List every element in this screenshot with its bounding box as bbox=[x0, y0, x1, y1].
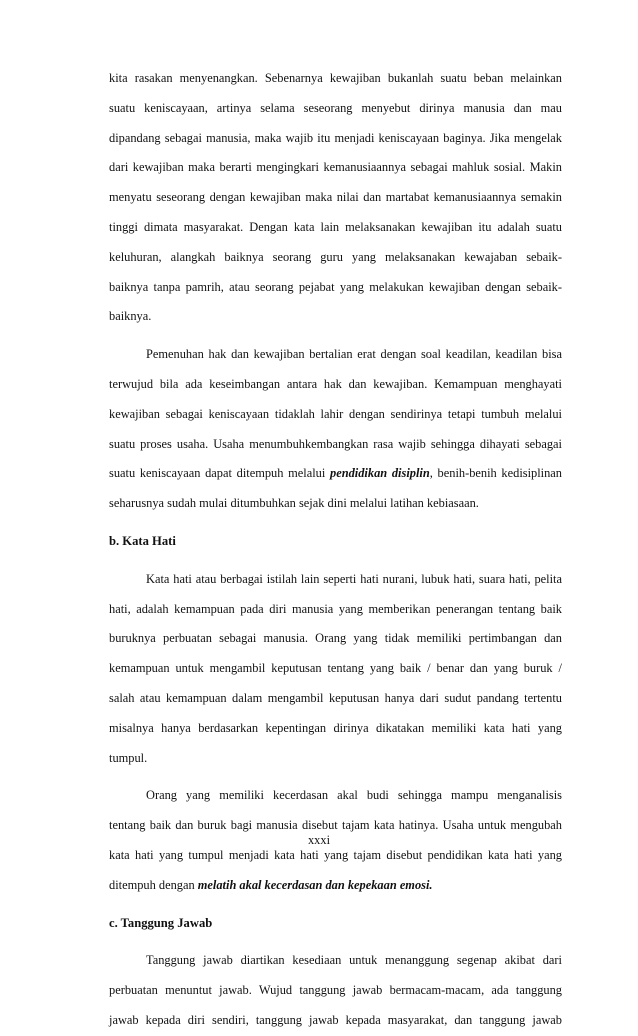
text-line: suatu keniscayaan, artinya selama seseorang menyebut dirinya manusia dan mau bbox=[109, 100, 562, 115]
text-line: misalnya hanya berdasarkan kepentingan dirinya dikatakan memiliki kata hati yang bbox=[109, 720, 562, 735]
paragraph-tanggung-jawab bbox=[109, 946, 562, 1035]
text-line: keluhuran, alangkah baiknya seorang guru yang melaksanakan kewajaban sebaik- bbox=[109, 249, 562, 264]
text-line: dipandang sebagai manusia, maka wajib itu menjadi keniscayaan baginya. Jika mengelak bbox=[109, 130, 562, 145]
paragraph-hak-kewajiban bbox=[109, 340, 562, 519]
text-line: seharusnya sudah mulai ditumbuhkan sejak dini melalui latihan kebiasaan. bbox=[109, 496, 479, 511]
text-line: perbuatan menuntut jawab. Wujud tanggung jawab bermacam-macam, ada tanggung bbox=[109, 983, 562, 998]
text-line: kewajiban sebagai keniscayaan tidaklah lahir dengan sendirinya tetapi tumbuh melalui bbox=[109, 406, 562, 421]
section-heading-kata-hati: b. Kata Hati bbox=[109, 533, 176, 548]
text-line: dari kewajiban maka berarti mengingkari kemanusiaannya sebagai mahluk sosial. Makin bbox=[109, 160, 562, 175]
text-line: kata hati yang tumpul menjadi kata hati yang tajam disebut pendidikan kata hati yang bbox=[109, 847, 562, 862]
text-line: buruknya perbuatan sebagai manusia. Orang yang tidak memiliki pertimbangan dan bbox=[109, 631, 562, 646]
text-line: Pemenuhan hak dan kewajiban bertalian erat dengan soal keadilan, keadilan bisa bbox=[146, 347, 562, 362]
text-run: ditempuh dengan bbox=[109, 877, 198, 892]
text-line: Tanggung jawab diartikan kesediaan untuk menanggung segenap akibat dari bbox=[146, 953, 562, 968]
text-line: suatu proses usaha. Usaha menumbuhkembangkan rasa wajib sehingga dihayati sebagai bbox=[109, 436, 562, 451]
text-line: salah atau kemampuan dalam mengambil keputusan hanya dari sudut pandang tertentu bbox=[109, 690, 562, 705]
text-line: Orang yang memiliki kecerdasan akal budi sehingga mampu menganalisis bbox=[146, 788, 562, 803]
text-line: baiknya. bbox=[109, 309, 152, 324]
paragraph-kewajiban bbox=[109, 64, 562, 332]
text-line: kemampuan untuk mengambil keputusan tentang yang baik / benar dan yang buruk / bbox=[109, 661, 562, 676]
section-heading-tanggung-jawab: c. Tanggung Jawab bbox=[109, 915, 213, 930]
text-run: suatu keniscayaan dapat ditempuh melalui bbox=[109, 466, 331, 481]
text-line: tumpul. bbox=[109, 750, 148, 765]
text-line: baiknya tanpa pamrih, atau seorang pejabat yang melakukan kewajiban dengan sebaik- bbox=[109, 279, 562, 294]
text-run: , benih-benih kedisiplinan bbox=[429, 466, 563, 481]
text-line: jawab kepada diri sendiri, tanggung jawab kepada masyarakat, dan tanggung jawab bbox=[109, 1012, 562, 1027]
text-line: tentang baik dan buruk bagi manusia disebut tajam kata hatinya. Usaha untuk mengubah bbox=[109, 818, 562, 833]
text-line bbox=[109, 871, 562, 901]
emphasis-text: pendidikan disiplin bbox=[330, 466, 430, 481]
paragraph-kata-hati bbox=[109, 565, 562, 774]
text-line: menyatu seseorang dengan kewajiban maka nilai dan martabat kemanusiaannya semakin bbox=[109, 190, 562, 205]
text-line: tinggi dimata masyarakat. Dengan kata lain melaksanakan kewajiban itu adalah suatu bbox=[109, 219, 562, 234]
emphasis-text: melatih akal kecerdasan dan kepekaan emosi. bbox=[197, 877, 433, 892]
text-line bbox=[109, 459, 562, 489]
page-number: xxxi bbox=[307, 833, 331, 847]
text-line: Kata hati atau berbagai istilah lain seperti hati nurani, lubuk hati, suara hati, pelita bbox=[146, 571, 562, 586]
text-line: terwujud bila ada keseimbangan antara hak dan kewajiban. Kemampuan menghayati bbox=[109, 376, 562, 391]
text-line: kita rasakan menyenangkan. Sebenarnya kewajiban bukanlah suatu beban melainkan bbox=[109, 71, 562, 85]
text-line: hati, adalah kemampuan pada diri manusia yang memberikan penerangan tentang baik bbox=[109, 601, 562, 616]
